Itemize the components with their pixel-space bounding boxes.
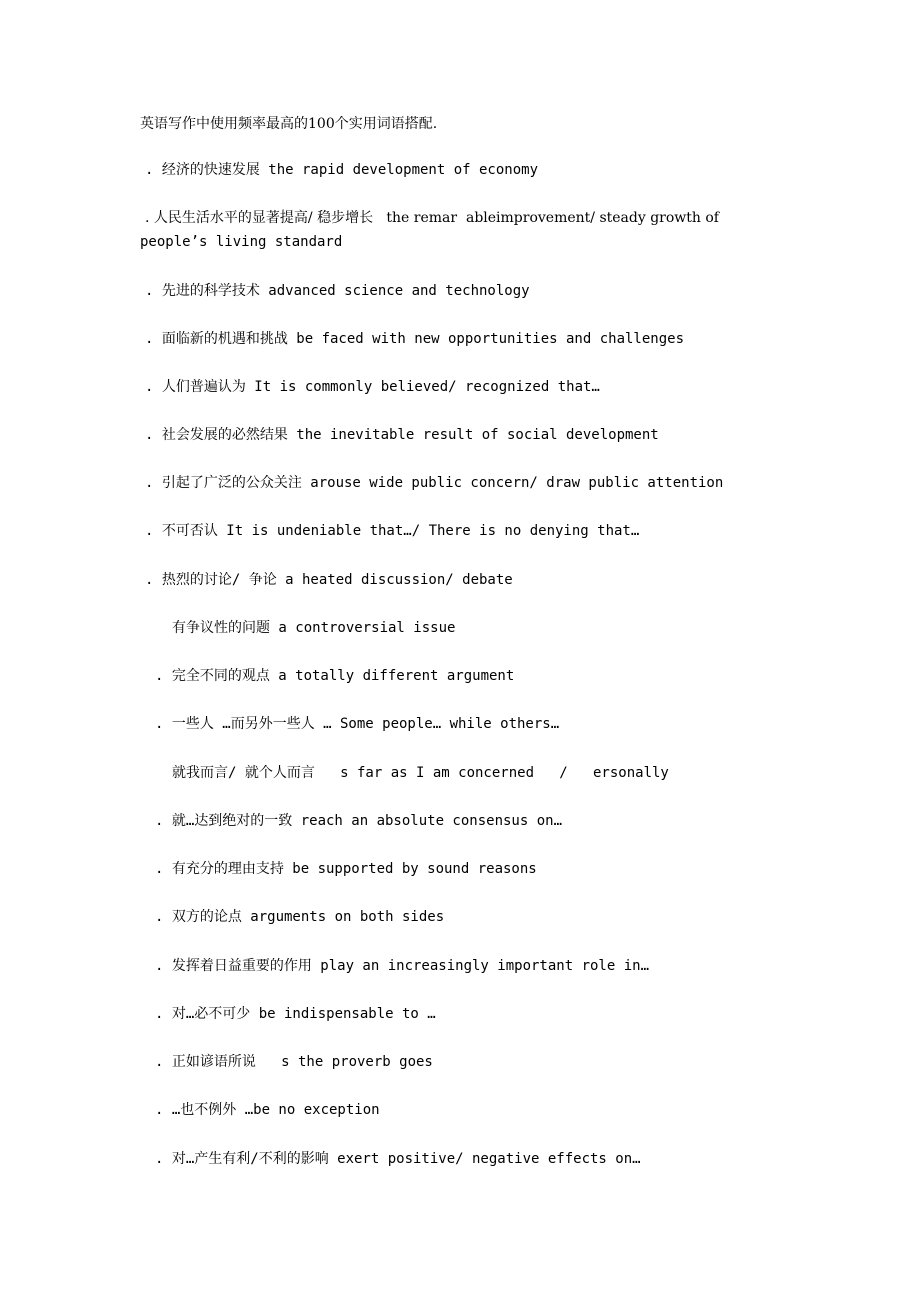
document-title: 英语写作中使用频率最高的100个实用词语搭配. [140, 116, 438, 132]
list-item: . 人们普遍认为 It is commonly believed/ recognized that… [145, 379, 600, 395]
list-item: . …也不例外 …be no exception [155, 1102, 380, 1118]
list-item: . 引起了广泛的公众关注 arouse wide public concern/ draw public attention [145, 475, 724, 491]
list-item: . 社会发展的必然结果 the inevitable result of social development [145, 427, 659, 443]
list-item: . 面临新的机遇和挑战 be faced with new opportunities and challenges [145, 331, 685, 347]
list-item: . 双方的论点 arguments on both sides [155, 909, 445, 925]
list-item: . 经济的快速发展 the rapid development of economy [145, 162, 539, 178]
list-item: . 人民生活水平的显著提高/ 稳步增长 the remar ableimprovement/ steady growth of [145, 210, 719, 226]
list-item: . 不可否认 It is undeniable that…/ There is no denying that… [145, 523, 640, 539]
list-item: . 一些人 …而另外一些人 … Some people… while others… [155, 716, 560, 732]
list-item: . 有充分的理由支持 be supported by sound reasons [155, 861, 537, 877]
list-item: 有争议性的问题 a controversial issue [172, 620, 456, 636]
list-item: . 对…产生有利/不利的影响 exert positive/ negative effects on… [155, 1151, 641, 1167]
list-item: . 先进的科学技术 advanced science and technology [145, 283, 530, 299]
list-item: . 就…达到绝对的一致 reach an absolute consensus on… [155, 813, 563, 829]
list-item-continuation: people’s living standard [140, 234, 343, 250]
list-item: . 正如谚语所说 s the proverb goes [155, 1054, 433, 1070]
list-item: . 完全不同的观点 a totally different argument [155, 668, 515, 684]
list-item: . 热烈的讨论/ 争论 a heated discussion/ debate [145, 572, 513, 588]
list-item: . 对…必不可少 be indispensable to … [155, 1006, 436, 1022]
list-item: 就我而言/ 就个人而言 s far as I am concerned / ersonally [172, 765, 669, 781]
list-item: . 发挥着日益重要的作用 play an increasingly important role in… [155, 958, 650, 974]
